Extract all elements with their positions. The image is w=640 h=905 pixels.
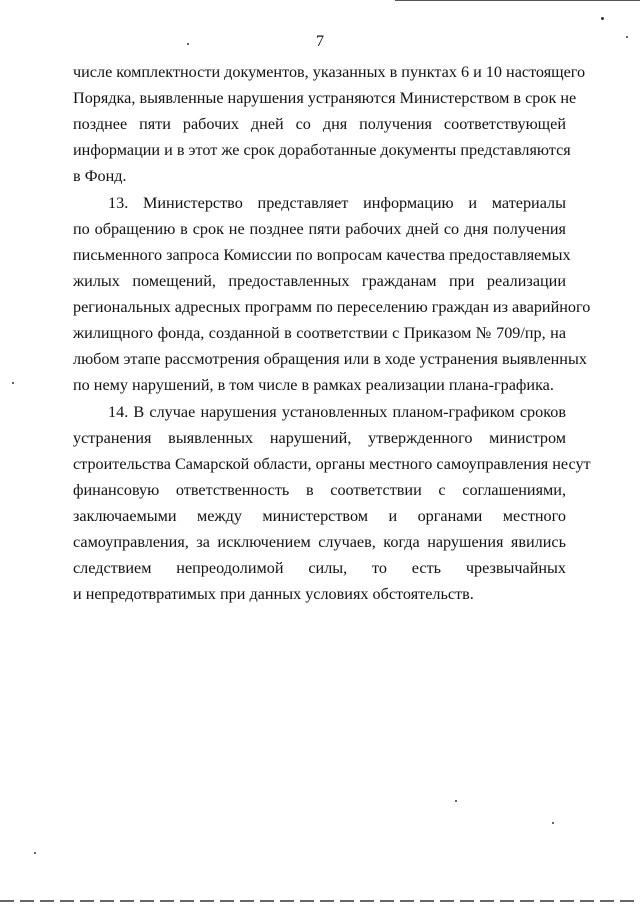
text-line: 14. В случае нарушения установленных планом-графиком сроков bbox=[108, 403, 566, 421]
scan-speck bbox=[187, 43, 189, 45]
text-line: Порядка, выявленные нарушения устраняются Министерством в срок не bbox=[73, 89, 577, 107]
text-line: следствием непреодолимой силы, то есть чрезвычайных bbox=[73, 559, 566, 577]
footer-scan-rule bbox=[0, 900, 640, 902]
text-line: числе комплектности документов, указанных в пунктах 6 и 10 настоящего bbox=[73, 63, 586, 81]
text-line: жилых помещений, предоставленных гражданам при реализации bbox=[73, 272, 566, 290]
scan-speck bbox=[601, 17, 604, 20]
scan-speck bbox=[12, 382, 14, 384]
page-number: 7 bbox=[316, 33, 324, 50]
text-line: 13. Министерство представляет информацию и материалы bbox=[108, 194, 566, 212]
text-line: по нему нарушений, в том числе в рамках реализации плана-графика. bbox=[73, 376, 554, 394]
scan-speck bbox=[552, 822, 554, 824]
text-line: позднее пяти рабочих дней со дня получения соответствующей bbox=[73, 115, 566, 133]
text-line: самоуправления, за исключением случаев, когда нарушения явились bbox=[73, 533, 566, 551]
paragraph-12-continued bbox=[73, 59, 586, 189]
scan-speck bbox=[455, 800, 457, 802]
text-line: любом этапе рассмотрения обращения или в ходе устранения выявленных bbox=[73, 350, 587, 368]
text-line: по обращению в срок не позднее пяти рабочих дней со дня получения bbox=[73, 220, 566, 238]
scan-speck bbox=[34, 852, 36, 854]
text-line: жилищного фонда, созданной в соответствии с Приказом № 709/пр, на bbox=[73, 324, 566, 342]
paragraph-13 bbox=[73, 190, 591, 398]
text-line: письменного запроса Комиссии по вопросам качества предоставляемых bbox=[73, 246, 571, 264]
text-line: заключаемыми между министерством и органами местного bbox=[73, 507, 566, 525]
text-line: и непредотвратимых при данных условиях обстоятельств. bbox=[73, 585, 474, 603]
paragraph-14 bbox=[73, 399, 591, 607]
text-line: устранения выявленных нарушений, утвержденного министром bbox=[73, 429, 566, 447]
text-line: строительства Самарской области, органы местного самоуправления несут bbox=[73, 455, 591, 473]
text-line: в Фонд. bbox=[73, 167, 127, 185]
text-line: информации и в этот же срок доработанные документы представляются bbox=[73, 141, 571, 159]
scan-speck bbox=[626, 36, 628, 38]
header-scan-rule bbox=[395, 0, 640, 1]
text-line: финансовую ответственность в соответствии с соглашениями, bbox=[73, 481, 566, 499]
text-line: региональных адресных программ по переселению граждан из аварийного bbox=[73, 298, 591, 316]
